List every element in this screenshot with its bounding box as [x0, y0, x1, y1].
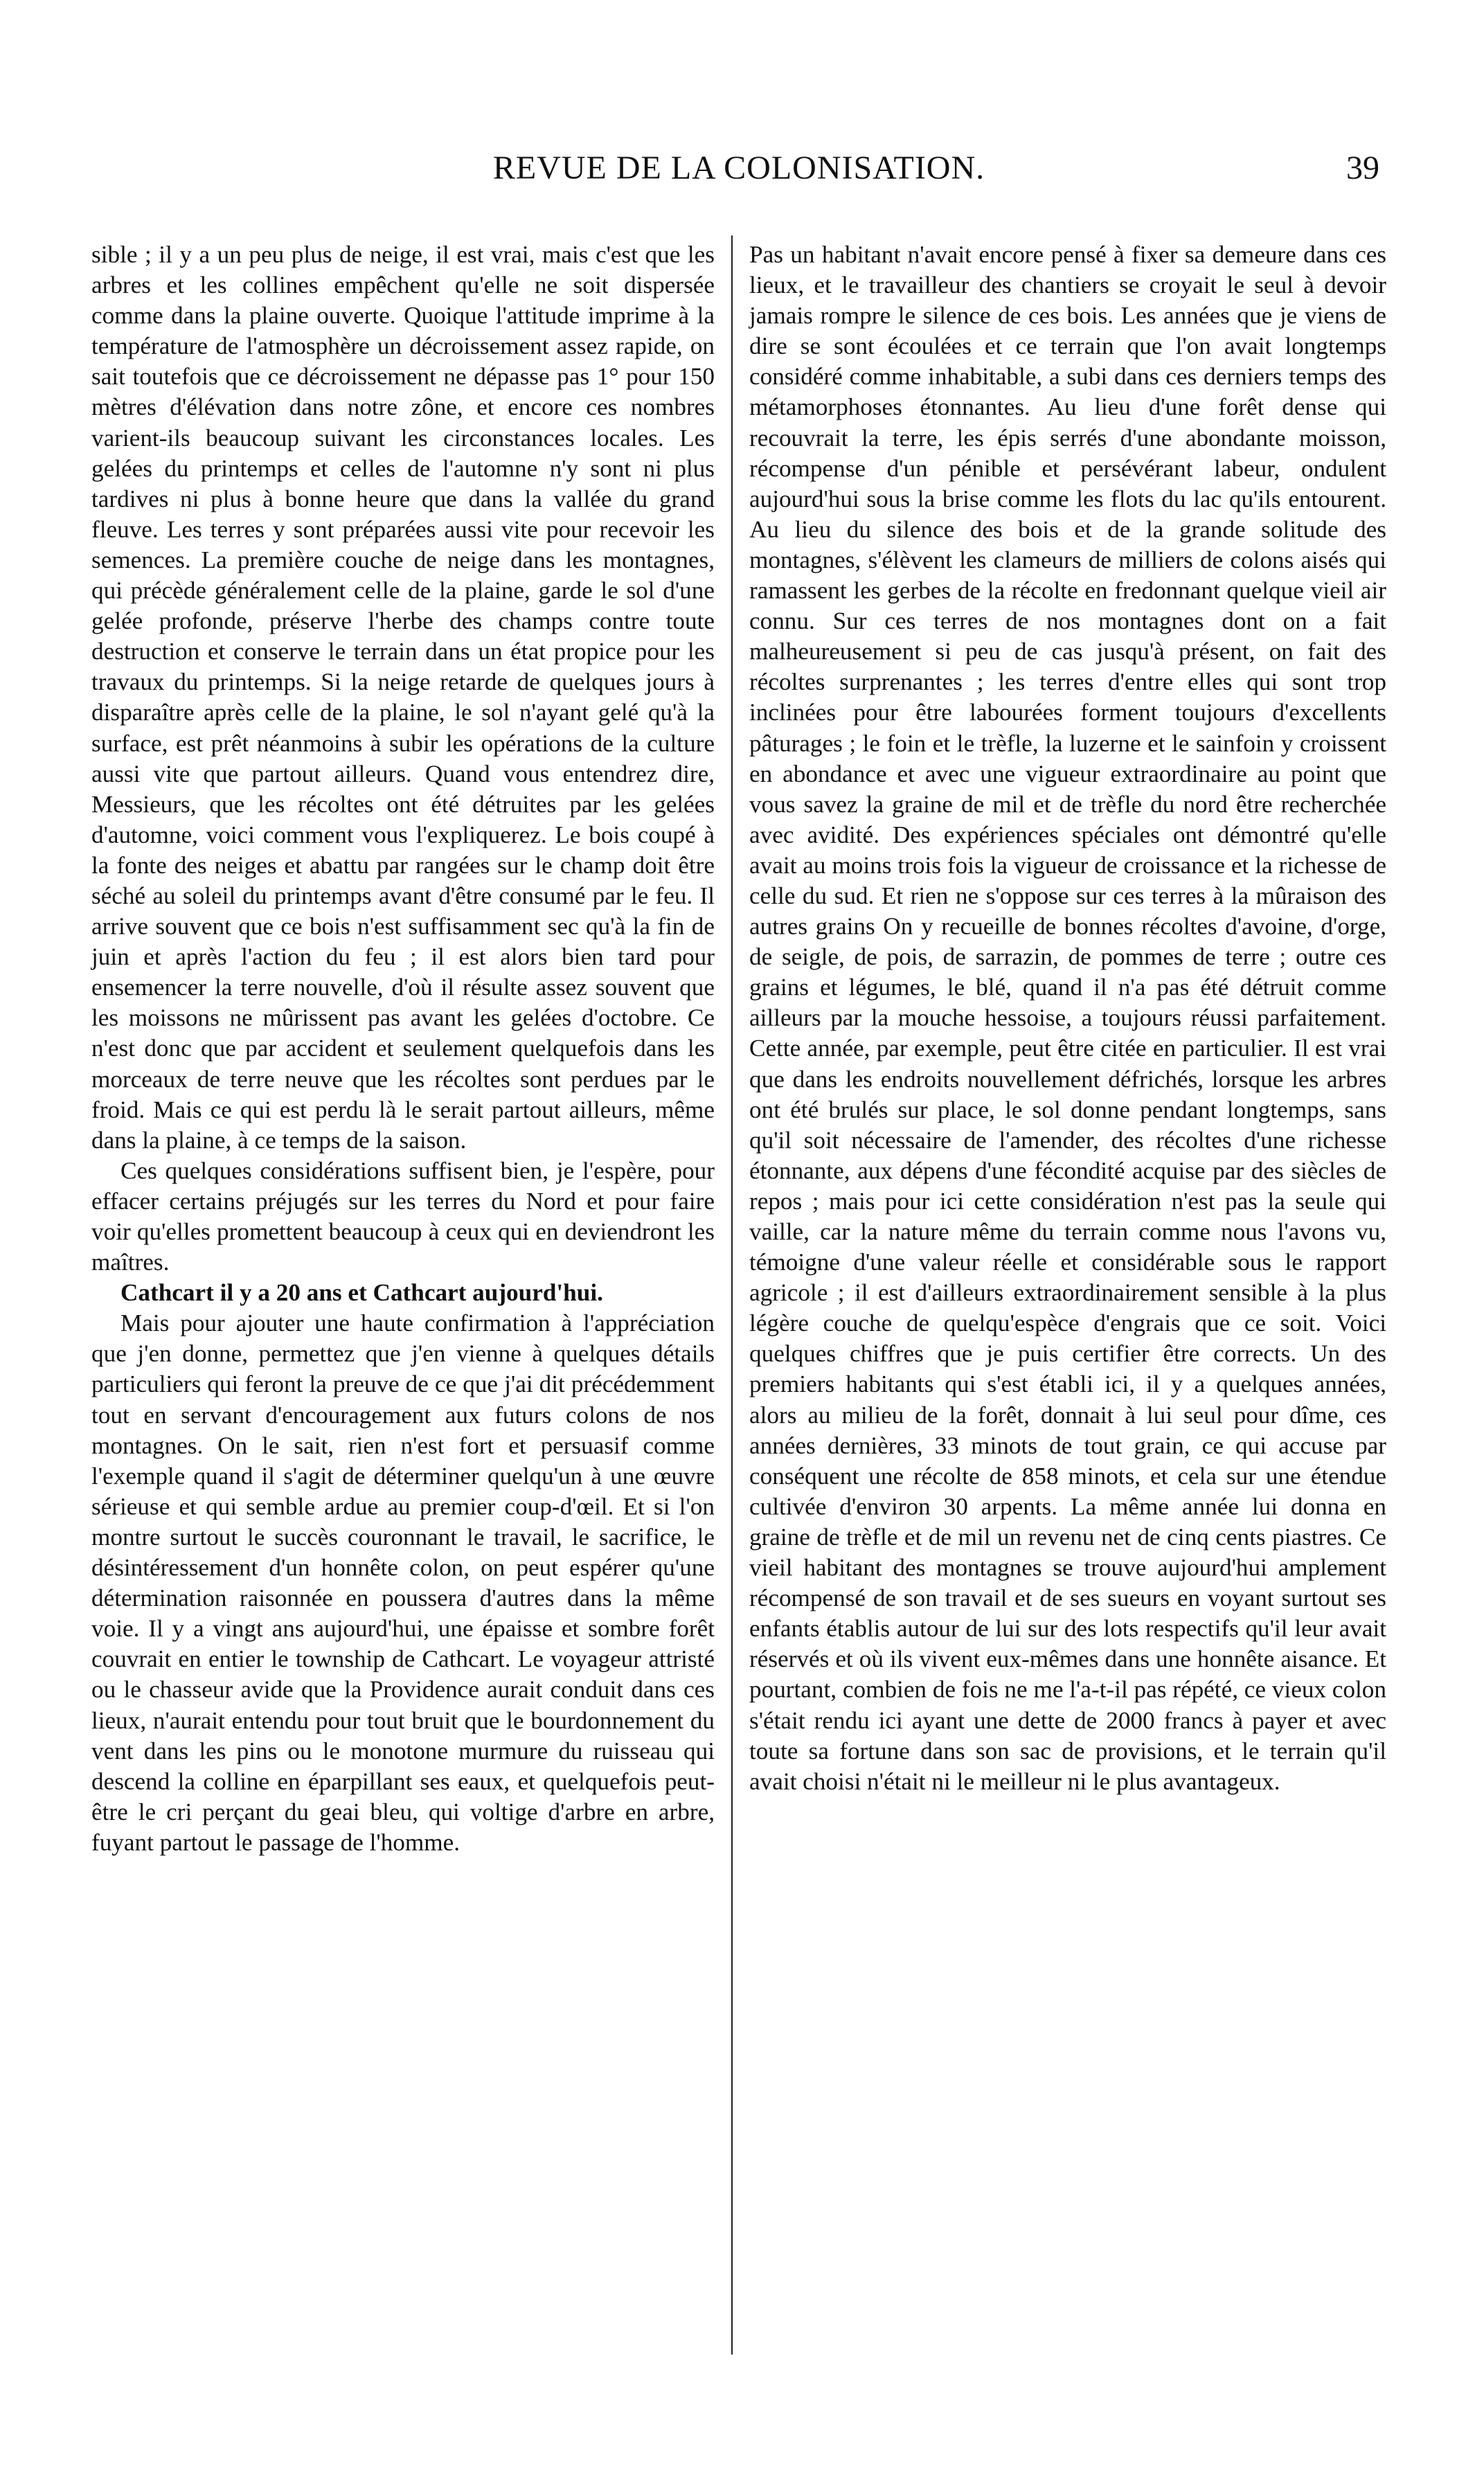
right-column: [749, 240, 1386, 1797]
paragraph: Pas un habitant n'avait encore pensé à fixer sa demeure dans ces lieux, et le travailleur des chantiers se croyait le seul à devoir jamais rompre le silence de ces bois. Les années que je viens de dire se sont écoulées et ce terrain que l'on avait longtemps considéré comme inhabitable, a subi dans ces derniers temps des métamorphoses étonnantes. Au lieu d'une forêt dense qui recouvrait la terre, les épis serrés d'une abondante moisson, récompense d'un pénible et persévérant labeur, ondulent aujourd'hui sous la brise comme les flots du lac qu'ils entourent. Au lieu du silence des bois et de la grande solitude des montagnes, s'élèvent les clameurs de milliers de colons aisés qui ramassent les gerbes de la récolte en fredonnant quelque vieil air connu. Sur ces terres de nos montagnes dont on a fait malheureusement si peu de cas jusqu'à présent, on fait des récoltes surprenantes ; les terres d'entre elles qui sont trop inclinées pour être labourées forment toujours d'excellents pâturages ; le foin et le trèfle, la luzerne et le sainfoin y croissent en abondance et avec une vigueur extraordinaire au point que vous savez la graine de mil et de trèfle du nord être recherchée avec avidité. Des expériences spéciales ont démontré qu'elle avait au moins trois fois la vigueur de croissance et la richesse de celle du sud. Et rien ne s'oppose sur ces terres à la mûraison des autres grains On y recueille de bonnes récoltes d'avoine, d'orge, de seigle, de pois, de sarrazin, de pommes de terre ; outre ces grains et légumes, le blé, quand il n'a pas été détruit comme ailleurs par la mouche hessoise, a toujours réussi parfaitement. Cette année, par exemple, peut être citée en particulier. Il est vrai que dans les endroits nouvellement défrichés, lorsque les arbres ont été brulés sur place, le sol donne pendant longtemps, sans qu'il soit nécessaire de l'amender, des récoltes d'une richesse étonnante, aux dépens d'une fécondité acquise par des siècles de repos ; mais pour ici cette considération n'est pas la seule qui vaille, car la nature même du terrain comme nous l'avons vu, témoigne d'une valeur réelle et considérable sous le rapport agricole ; il est d'ailleurs extraordinairement sensible à la plus légère couche de quelqu'espèce d'engrais que ce soit. Voici quelques chiffres que je puis certifier être corrects. Un des premiers habitants qui s'est établi ici, il y a quelques années, alors au milieu de la forêt, donnait à lui seul pour dîme, ces années dernières, 33 minots de tout grain, ce qui accuse par conséquent une récolte de 858 minots, et cela sur une étendue cultivée d'environ 30 arpents. La même année lui donna en graine de trèfle et de mil un revenu net de cinq cents piastres. Ce vieil habitant des montagnes se trouve aujourd'hui amplement récompensé de son travail et de ses sueurs en voyant surtout ses enfants établis autour de lui sur des lots respectifs qu'il leur avait réservés et où ils vivent eux-mêmes dans une honnête aisance. Et pourtant, combien de fois ne me l'a-t-il pas répété, ce vieux colon s'était rendu ici ayant une dette de 2000 francs à payer et avec toute sa fortune dans son sac de provisions, et le terrain qu'il avait choisi n'était ni le meilleur ni le plus avantageux.: [749, 241, 1386, 1795]
left-column: [91, 240, 715, 1858]
column-divider: [731, 235, 733, 2355]
paragraph: Mais pour ajouter une haute confirmation à l'appréciation que j'en donne, permettez que j'en vienne à quelques détails particuliers qui feront la preuve de ce que j'ai dit précédemment tout en servant d'encouragement aux futurs colons de nos montagnes. On le sait, rien n'est fort et persuasif comme l'exemple quand il s'agit de déterminer quelqu'un à une œuvre sérieuse et qui semble ardue au premier coup-d'œil. Et si l'on montre surtout le succès couronnant le travail, le sacrifice, le désintéressement d'un honnête colon, on peut espérer qu'une détermination raisonnée en poussera d'autres dans la même voie. Il y a vingt ans aujourd'hui, une épaisse et sombre forêt couvrait en entier le township de Cathcart. Le voyageur attristé ou le chasseur avide que la Providence aurait conduit dans ces lieux, n'aurait entendu pour tout bruit que le bourdonnement du vent dans les pins ou le monotone murmure du ruisseau qui descend la colline en éparpillant ses eaux, et quelquefois peut-être le cri perçant du geai bleu, qui voltige d'arbre en arbre, fuyant partout le passage de l'homme.: [91, 1310, 715, 1856]
section-heading: Cathcart il y a 20 ans et Cathcart aujourd'hui.: [120, 1279, 603, 1307]
page-header: [91, 149, 1386, 197]
running-title: REVUE DE LA COLONISATION.: [492, 150, 985, 186]
page-number: 39: [1346, 150, 1379, 186]
paragraph: Ces quelques considérations suffisent bien, je l'espère, pour effacer certains préjugés sur les terres du Nord et pour faire voir qu'elles promettent beaucoup à ceux qui en deviendront les maîtres.: [91, 1156, 715, 1276]
paragraph: sible ; il y a un peu plus de neige, il est vrai, mais c'est que les arbres et les collines empêchent qu'elle ne soit dispersée comme dans la plaine ouverte. Quoique l'attitude imprime à la température de l'atmosphère un décroissement assez rapide, on sait toutefois que ce décroissement ne dépasse pas 1° pour 150 mètres d'élévation dans notre zône, et encore ces nombres varient-ils beaucoup suivant les circonstances locales. Les gelées du printemps et celles de l'automne n'y sont ni plus tardives ni plus à bonne heure que dans la vallée du grand fleuve. Les terres y sont préparées aussi vite pour recevoir les semences. La première couche de neige dans les montagnes, qui précède généralement celle de la plaine, garde le sol d'une gelée profonde, préserve l'herbe des champs contre toute destruction et conserve le terrain dans un état propice pour les travaux du printemps. Si la neige retarde de quelques jours à disparaître après celle de la plaine, le sol n'ayant gelé qu'à la surface, est prêt néanmoins à subir les opérations de la culture aussi vite que partout ailleurs. Quand vous entendrez dire, Messieurs, que les récoltes ont été détruites par les gelées d'automne, voici comment vous l'expliquerez. Le bois coupé à la fonte des neiges et abattu par rangées sur le champ doit être séché au soleil du printemps avant d'être consumé par le feu. Il arrive souvent que ce bois n'est suffisamment sec qu'à la fin de juin et après l'action du feu ; il est alors bien tard pour ensemencer la terre nouvelle, d'où il résulte assez souvent que les moissons ne mûrissent pas avant les gelées d'octobre. Ce n'est donc que par accident et seulement quelquefois dans les morceaux de terre neuve que les récoltes sont perdues par le froid. Mais ce qui est perdu là le serait partout ailleurs, même dans la plaine, à ce temps de la saison.: [91, 241, 715, 1154]
